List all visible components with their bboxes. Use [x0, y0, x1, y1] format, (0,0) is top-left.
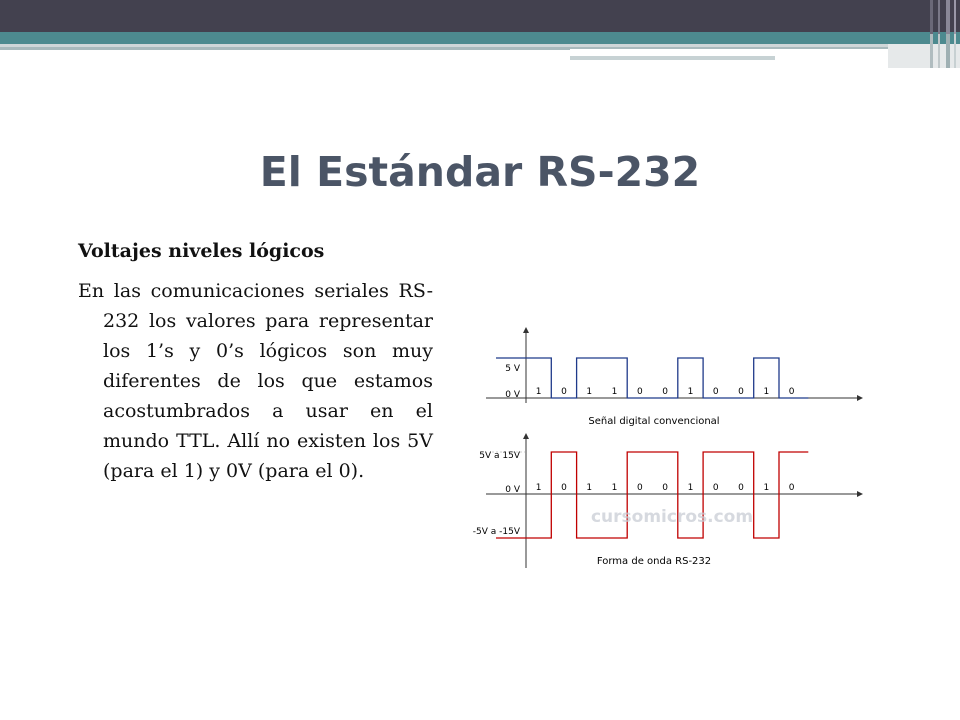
- ttl-bit-label: 1: [586, 387, 593, 397]
- top-decorative-band: [0, 0, 960, 34]
- ttl-bit-label: 0: [662, 387, 669, 397]
- rs232-signal-diagram: [462, 318, 882, 580]
- ttl-bit-label: 1: [611, 387, 618, 397]
- rs232-bit-label: 1: [535, 483, 542, 493]
- ttl-bit-label: 0: [712, 387, 719, 397]
- body-paragraph: En las comunicaciones seriales RS-232 los valores para representar los 1’s y 0’s lógicos son muy diferentes de los que estamos acostumbrados a usar en el mundo TTL. Allí no existen los 5V (para el 1) y 0V (para el 0).: [78, 280, 433, 482]
- ttl-bit-label: 0: [738, 387, 744, 397]
- rs232-low-label: -5V a -15V: [472, 527, 520, 537]
- ttl-caption: Señal digital convencional: [588, 416, 720, 427]
- ttl-bit-label: 0: [561, 387, 567, 397]
- rs232-bit-label: 1: [586, 483, 593, 493]
- ttl-bit-label: 1: [763, 387, 770, 397]
- top-decorative-stripes: [0, 34, 960, 68]
- rs232-bit-label: 0: [561, 483, 567, 493]
- rs232-bit-label: 1: [763, 483, 770, 493]
- slide-title: El Estándar RS-232: [259, 148, 701, 196]
- rs232-zero-label: 0 V: [505, 485, 520, 495]
- section-subheading: Voltajes niveles lógicos: [78, 240, 325, 262]
- ttl-bit-label: 1: [535, 387, 542, 397]
- rs232-bit-label: 0: [662, 483, 669, 493]
- ttl-high-label: 5 V: [505, 364, 520, 374]
- rs232-bit-label: 0: [788, 483, 795, 493]
- rs232-bit-label: 0: [738, 483, 744, 493]
- rs232-caption: Forma de onda RS-232: [596, 556, 712, 567]
- ttl-bit-label: 0: [636, 387, 643, 397]
- rs232-bit-label: 0: [636, 483, 643, 493]
- diagram-watermark: cursomicros.com: [590, 507, 754, 527]
- rs232-bit-label: 1: [611, 483, 618, 493]
- ttl-bit-label: 0: [788, 387, 795, 397]
- rs232-bit-label: 1: [687, 483, 694, 493]
- ttl-waveform: [496, 358, 808, 398]
- ttl-bit-label: 1: [687, 387, 694, 397]
- rs232-high-label: 5V a 15V: [479, 451, 520, 461]
- ttl-low-label: 0 V: [505, 390, 520, 400]
- rs232-bit-label: 0: [712, 483, 719, 493]
